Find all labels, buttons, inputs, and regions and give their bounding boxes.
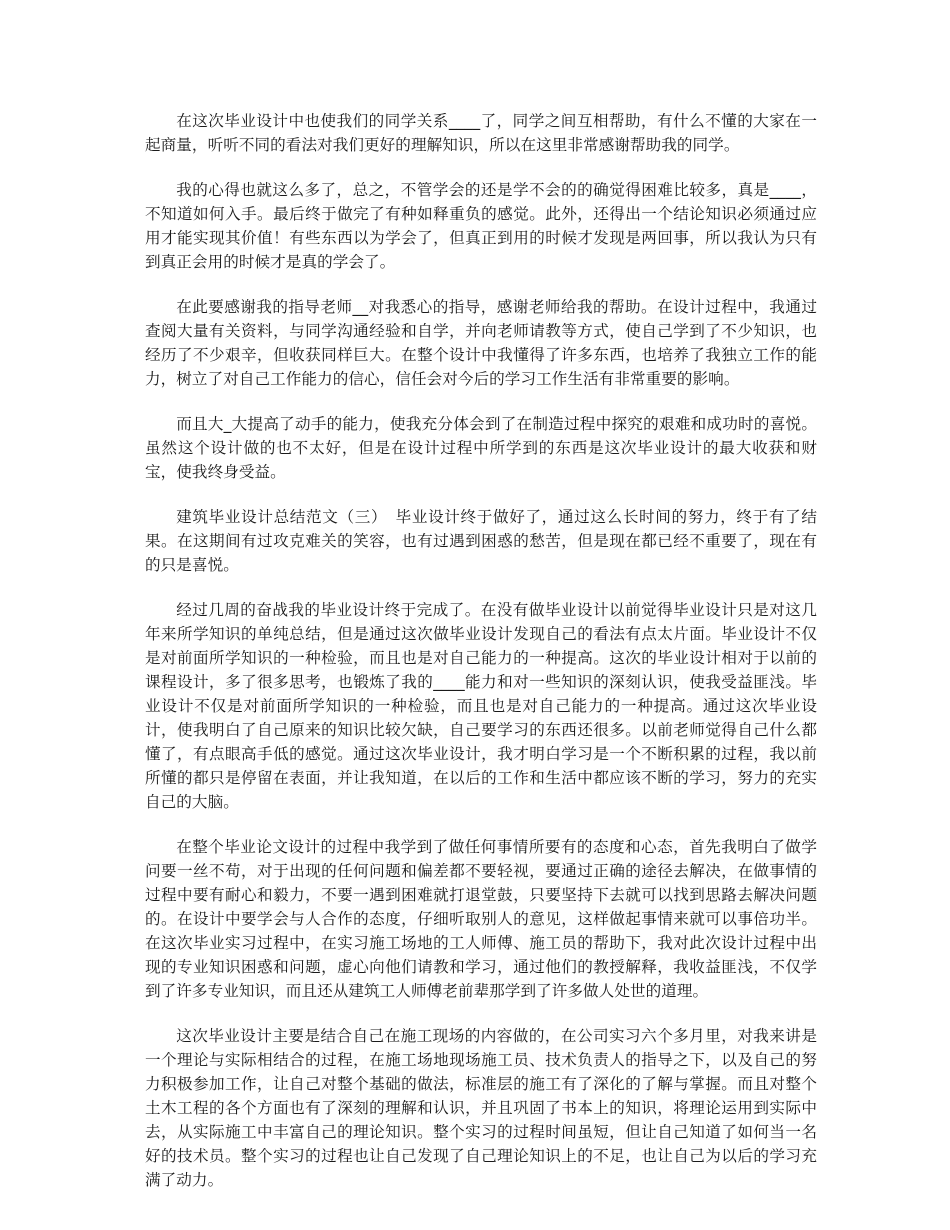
paragraph-hands-on: 而且大_大提高了动手的能力，使我充分体会到了在制造过程中探究的艰难和成功时的喜悦。虽然这个设计做的也不太好，但是在设计过程中所学到的东西是这次毕业设计的最大收获和财宝，使我终身受益。 (145, 415, 817, 481)
paragraph-thanks-advisor: 在此要感谢我的指导老师__对我悉心的指导，感谢老师给我的帮助。在设计过程中，我通过查阅大量有关资料，与同学沟通经验和自学，并向老师请教等方式，使自己学到了不少知识，也经历了不少艰辛，但收获同样巨大。在整个设计中我懂得了许多东西，也培养了我独立工作的能力，树立了对自己工作能力的信心，信任会对今后的学习工作生活有非常重要的影响。 (145, 298, 817, 388)
paragraph-classmates: 在这次毕业设计中也使我们的同学关系____了，同学之间互相帮助，有什么不懂的大家在一起商量，听听不同的看法对我们更好的理解知识，所以在这里非常感谢帮助我的同学。 (145, 112, 817, 154)
paragraph-weeks-of-effort: 经过几周的奋战我的毕业设计终于完成了。在没有做毕业设计以前觉得毕业设计只是对这几年来所学知识的单纯总结，但是通过这次做毕业设计发现自己的看法有点太片面。毕业设计不仅是对前面所学知识的一种检验，而且也是对自己能力的一种提高。这次的毕业设计相对于以前的课程设计，多了很多思考，也锻炼了我的____能力和对一些知识的深刻认识，使我受益匪浅。毕业设计不仅是对前面所学知识的一种检验，而且也是对自己能力的一种提高。通过这次毕业设计，使我明白了自己原来的知识比较欠缺，自己要学习的东西还很多。以前老师觉得自己什么都懂了，有点眼高手低的感觉。通过这次毕业设计，我才明白学习是一个不断积累的过程，我以前所懂的都只是停留在表面，并让我知道，在以后的工作和生活中都应该不断的学习，努力的充实自己的大脑。 (145, 601, 817, 811)
paragraph-internship: 这次毕业设计主要是结合自己在施工现场的内容做的，在公司实习六个多月里，对我来讲是一个理论与实际相结合的过程，在施工场地现场施工员、技术负责人的指导之下，以及自己的努力积极参加工作，让自己对整个基础的做法，标准层的施工有了深化的了解与掌握。而且对整个土木工程的各个方面也有了深刻的理解和认识，并且巩固了书本上的知识，将理论运用到实际中去，从实际施工中丰富自己的理论知识。整个实习的过程时间虽短，但让自己知道了如何当一名好的技术员。整个实习的过程也让自己发现了自己理论知识上的不足，也让自己为以后的学习充满了动力。 (145, 1027, 817, 1189)
paragraph-attitude: 在整个毕业论文设计的过程中我学到了做任何事情所要有的态度和心态，首先我明白了做学问要一丝不苟，对于出现的任何问题和偏差都不要轻视，要通过正确的途径去解决，在做事情的过程中要有耐心和毅力，不要一遇到困难就打退堂鼓，只要坚持下去就可以找到思路去解决问题的。在设计中要学会与人合作的态度，仔细听取别人的意见，这样做起事情来就可以事倍功半。在这次毕业实习过程中，在实习施工场地的工人师傅、施工员的帮助下，我对此次设计过程中出现的专业知识困惑和问题，虚心向他们请教和学习，通过他们的教授解释，我收益匪浅，不仅学到了许多专业知识，而且还从建筑工人师傅老前辈那学到了许多做人处世的道理。 (145, 838, 817, 1000)
document-body (145, 109, 817, 1213)
paragraph-summary-three: 建筑毕业设计总结范文（三） 毕业设计终于做好了，通过这么长时间的努力，终于有了结果。在这期间有过攻克难关的笑容，也有过遇到困惑的愁苦，但是现在都已经不重要了，现在有的只是喜悦。 (145, 508, 817, 574)
paragraph-reflections: 我的心得也就这么多了，总之，不管学会的还是学不会的的确觉得困难比较多，真是____，不知道如何入手。最后终于做完了有种如释重负的感觉。此外，还得出一个结论知识必须通过应用才能实现其价值！有些东西以为学会了，但真正到用的时候才发现是两回事，所以我认为只有到真正会用的时候才是真的学会了。 (145, 181, 817, 271)
